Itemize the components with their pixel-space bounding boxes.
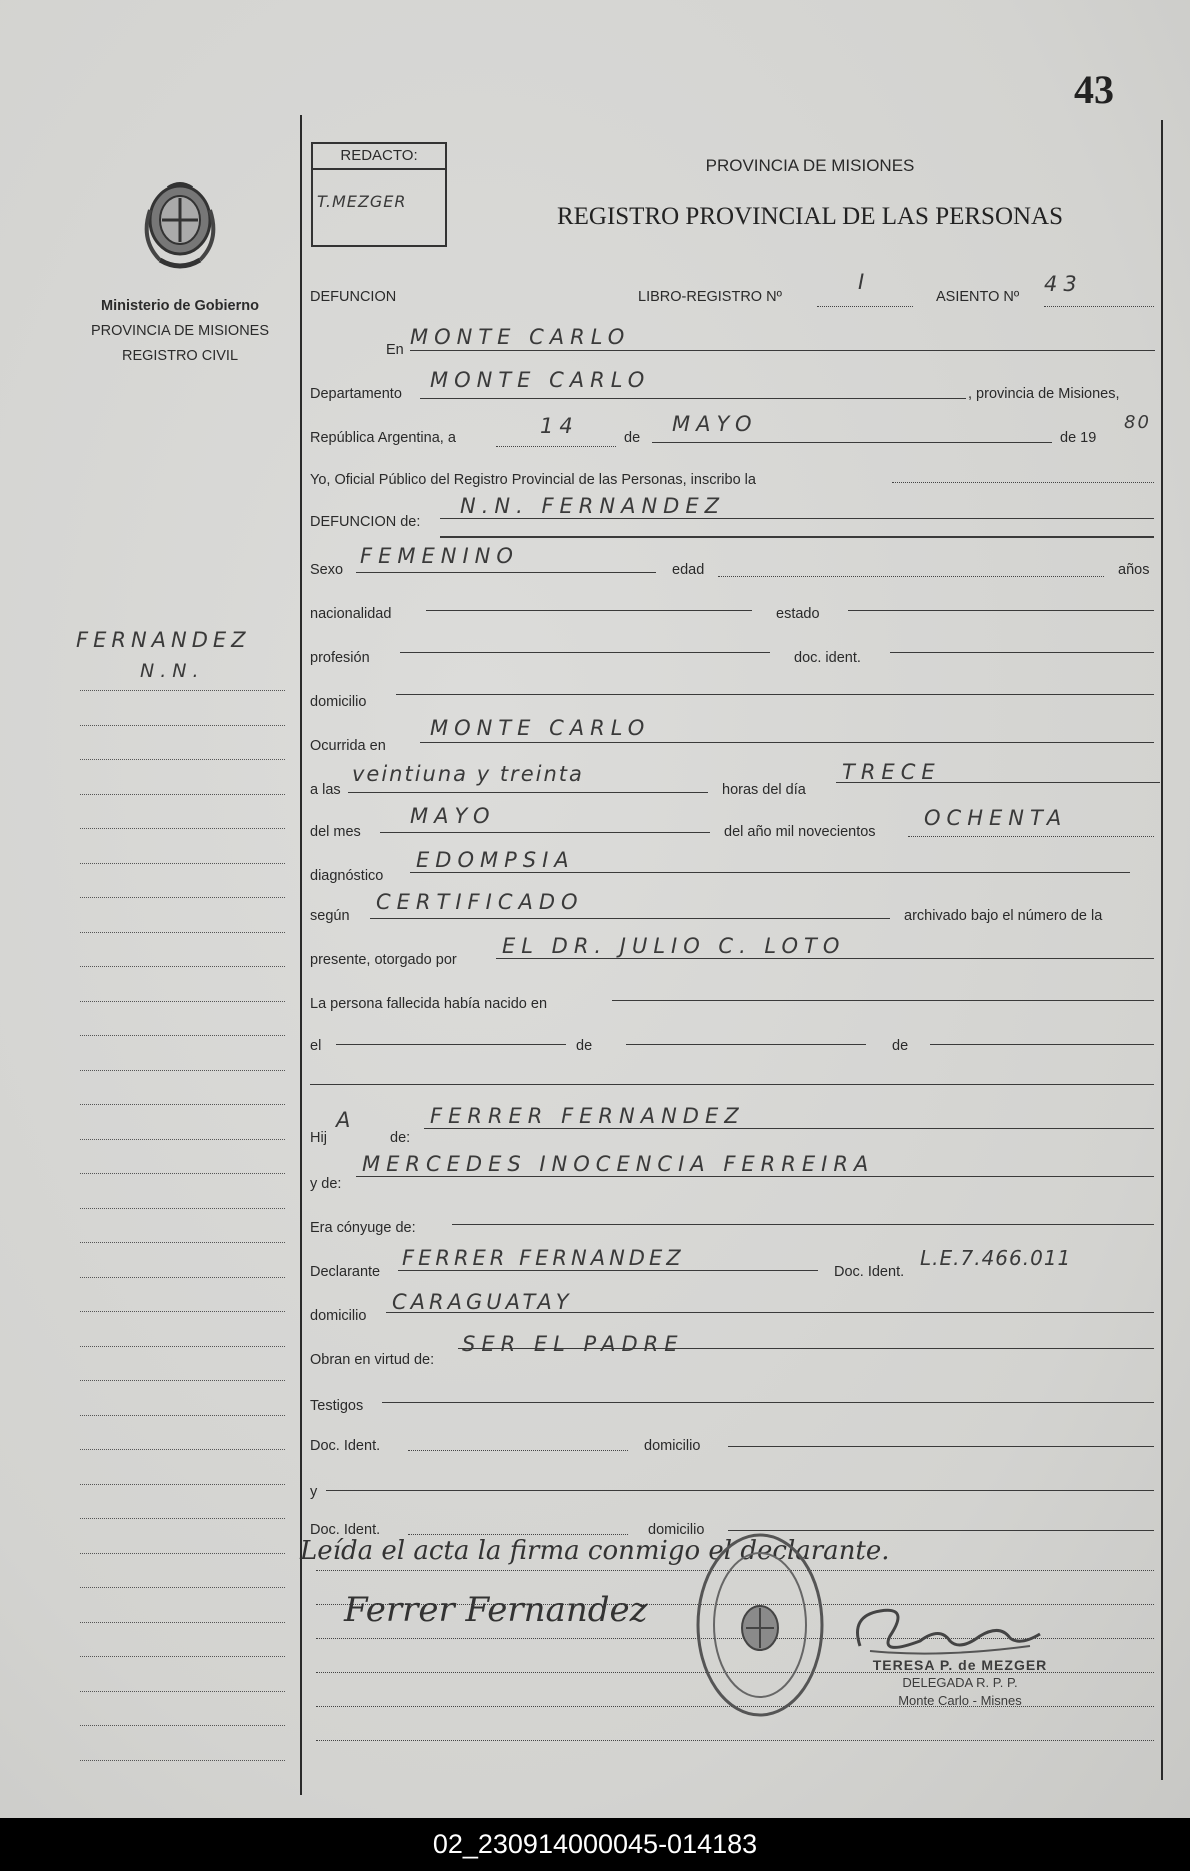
conyuge-label: Era cónyuge de:: [310, 1220, 416, 1236]
segun-value: CERTIFICADO: [376, 890, 584, 914]
margin-ruled-line: [80, 1553, 285, 1554]
diagnostico-value: EDOMPSIA: [416, 848, 575, 872]
margin-ruled-line: [80, 1760, 285, 1761]
nacido-label: La persona fallecida había nacido en: [310, 996, 548, 1012]
signatory-place: Monte Carlo - Misnes: [898, 1693, 1022, 1708]
t-doc2-label: Doc. Ident.: [310, 1522, 381, 1538]
anos-label: años: [1118, 562, 1150, 578]
mes-value: MAYO: [672, 412, 758, 436]
margin-ruled-line: [80, 1208, 285, 1209]
declarante-label: Declarante: [310, 1264, 381, 1280]
delmes-line: [380, 832, 710, 833]
closing-note: Leída el acta la firma conmigo el declarante.: [300, 1536, 890, 1566]
declarant-signature: Ferrer Fernandez: [344, 1590, 648, 1630]
defuncion-de-line: [440, 518, 1154, 519]
delanio-label: del año mil novecientos: [724, 824, 876, 840]
registry-title: REGISTRO PROVINCIAL DE LAS PERSONAS: [556, 203, 1064, 230]
margin-ruled-line: [80, 690, 285, 691]
redacto-value: T.MEZGER: [317, 192, 407, 211]
margin-ruled-line: [80, 794, 285, 795]
de-label: de: [624, 430, 641, 446]
province-title: PROVINCIA DE MISIONES: [705, 156, 915, 175]
margin-ruled-line: [80, 1035, 285, 1036]
yo-line: [892, 482, 1154, 483]
el-label: el: [310, 1038, 322, 1054]
ocurrida-line: [420, 742, 1154, 743]
margin-ruled-line: [80, 1484, 285, 1485]
libro-label: LIBRO-REGISTRO Nº: [638, 289, 782, 305]
departamento-line: [420, 398, 966, 399]
margin-ruled-line: [80, 1104, 285, 1105]
alas-line: [348, 792, 708, 793]
republica-label: República Argentina, a: [310, 430, 456, 446]
alas-label: a las: [310, 782, 341, 798]
margin-ruled-line: [80, 1587, 285, 1588]
domicilio-label: domicilio: [310, 694, 367, 710]
margin-ruled-line: [80, 1277, 285, 1278]
sexo-line: [356, 572, 656, 573]
diagnostico-line: [410, 872, 1130, 873]
dia-value: 14: [540, 414, 579, 438]
lower-ruled-line: [316, 1740, 1154, 1741]
margin-ruled-line: [80, 1449, 285, 1450]
hij-de-label: de:: [390, 1130, 411, 1146]
archivado-text: archivado bajo el número de la: [904, 908, 1103, 924]
madre-line: [356, 1176, 1154, 1177]
segun-line: [370, 918, 890, 919]
footer-id: 02_230914000045-014183: [432, 1829, 758, 1859]
margin-ruled-line: [80, 966, 285, 967]
testigos-line: [382, 1402, 1154, 1403]
defuncion-de-value: N.N. FERNANDEZ: [460, 494, 725, 518]
defuncion-de-label: DEFUNCION de:: [310, 514, 421, 530]
margin-ruled-line: [80, 1415, 285, 1416]
margin-ruled-line: [80, 1725, 285, 1726]
provincia-text: , provincia de Misiones,: [968, 386, 1120, 402]
margin-ruled-line: [80, 1001, 285, 1002]
y-label: y: [310, 1484, 318, 1500]
horas-label: horas del día: [722, 782, 806, 798]
en-label: En: [386, 342, 404, 358]
redacto-label: REDACTO:: [313, 147, 445, 170]
t-doc1-label: Doc. Ident.: [310, 1438, 381, 1454]
ministry-block: [70, 294, 290, 369]
defuncion-de-line2: [440, 536, 1154, 538]
margin-ruled-line: [80, 759, 285, 760]
edad-label: edad: [672, 562, 705, 578]
nacionalidad-label: nacionalidad: [310, 606, 392, 622]
obran-value: SER EL PADRE: [462, 1332, 684, 1356]
blank-line: [310, 1084, 1154, 1085]
el-line: [336, 1044, 566, 1045]
de2-line: [930, 1044, 1154, 1045]
delmes-value: MAYO: [410, 804, 496, 828]
en-value: MONTE CARLO: [410, 325, 631, 349]
libro-value: I: [858, 270, 871, 294]
t-doc1-line: [408, 1450, 628, 1451]
margin-ruled-line: [80, 1622, 285, 1623]
margin-note-given: N.N.: [140, 660, 205, 682]
ministry-line2: PROVINCIA DE MISIONES: [90, 323, 270, 339]
defuncion-label: DEFUNCION: [310, 289, 397, 305]
asiento-label: ASIENTO Nº: [936, 289, 1020, 305]
margin-ruled-line: [80, 1380, 285, 1381]
dia-line: [496, 446, 616, 447]
signatory-name: TERESA P. de MEZGER: [872, 1657, 1048, 1673]
y-line: [326, 1490, 1154, 1491]
margin-ruled-line: [80, 1518, 285, 1519]
delanio-value: OCHENTA: [924, 806, 1068, 830]
doc-ident-line: [890, 652, 1154, 653]
hij-suffix: A: [336, 1108, 357, 1132]
delanio-line: [908, 836, 1154, 837]
de19-label: de 19: [1060, 430, 1097, 446]
decl-doc-value: L.E.7.466.011: [920, 1246, 1072, 1270]
sexo-label: Sexo: [310, 562, 344, 578]
libro-line: [817, 306, 913, 307]
de1-label: de: [576, 1038, 593, 1054]
de1-line: [626, 1044, 866, 1045]
margin-ruled-line: [80, 863, 285, 864]
sexo-value: FEMENINO: [360, 544, 519, 568]
official-stamp-icon: [690, 1528, 830, 1723]
obran-label: Obran en virtud de:: [310, 1352, 435, 1368]
ocurrida-value: MONTE CARLO: [430, 716, 651, 740]
ministry-line1: Ministerio de Gobierno: [101, 298, 259, 314]
margin-ruled-line: [80, 1656, 285, 1657]
asiento-value: 43: [1044, 272, 1083, 296]
departamento-label: Departamento: [310, 386, 402, 402]
margin-ruled-line: [80, 1139, 285, 1140]
ministry-line3: REGISTRO CIVIL: [121, 348, 239, 364]
hij-label: Hij: [310, 1130, 327, 1146]
en-line: [410, 350, 1155, 351]
profesion-label: profesión: [310, 650, 370, 666]
edad-line: [718, 576, 1104, 577]
horas-value: TRECE: [842, 760, 941, 784]
t-doc2-line: [408, 1534, 628, 1535]
yo-text: Yo, Oficial Público del Registro Provincial de las Personas, inscribo la: [310, 472, 756, 488]
redacto-box: [311, 142, 447, 247]
declarante-value: FERRER FERNANDEZ: [402, 1246, 685, 1270]
right-edge-rule: [1161, 120, 1163, 1780]
page-number: 43: [1074, 67, 1114, 112]
margin-ruled-line: [80, 828, 285, 829]
declarante-line: [398, 1270, 818, 1271]
padre-value: FERRER FERNANDEZ: [430, 1104, 745, 1128]
coat-of-arms-icon: [140, 180, 220, 275]
alas-value: veintiuna y treinta: [352, 762, 584, 786]
presente-label: presente, otorgado por: [310, 952, 457, 968]
estado-label: estado: [776, 606, 820, 622]
profesion-line: [400, 652, 770, 653]
margin-ruled-line: [80, 1242, 285, 1243]
margin-ruled-line: [80, 725, 285, 726]
conyuge-line: [452, 1224, 1154, 1225]
signatory-block: [850, 1656, 1070, 1710]
doc-ident-label: doc. ident.: [794, 650, 861, 666]
domicilio-line: [396, 694, 1154, 695]
t-dom2-label: domicilio: [648, 1522, 705, 1538]
decl-domicilio-label: domicilio: [310, 1308, 367, 1324]
margin-ruled-line: [80, 1311, 285, 1312]
estado-line: [848, 610, 1154, 611]
yde-label: y de:: [310, 1176, 342, 1192]
presente-value: EL DR. JULIO C. LOTO: [502, 934, 846, 958]
anio-value: 80: [1124, 412, 1151, 433]
testigos-label: Testigos: [310, 1398, 364, 1414]
ocurrida-label: Ocurrida en: [310, 738, 386, 754]
madre-value: MERCEDES INOCENCIA FERREIRA: [362, 1152, 875, 1176]
delmes-label: del mes: [310, 824, 361, 840]
margin-ruled-line: [80, 1691, 285, 1692]
t-dom1-label: domicilio: [644, 1438, 701, 1454]
asiento-line: [1044, 306, 1154, 307]
departamento-value: MONTE CARLO: [430, 368, 651, 392]
nacido-line: [612, 1000, 1154, 1001]
margin-note-surname: FERNANDEZ: [76, 628, 251, 652]
diagnostico-label: diagnóstico: [310, 868, 384, 884]
signatory-role: DELEGADA R. P. P.: [902, 1675, 1018, 1690]
mes-line: [652, 442, 1052, 443]
presente-line: [496, 958, 1154, 959]
margin-ruled-line: [80, 1346, 285, 1347]
padre-line: [424, 1128, 1154, 1129]
margin-ruled-line: [80, 1173, 285, 1174]
decl-domicilio-value: CARAGUATAY: [392, 1290, 573, 1314]
segun-label: según: [310, 908, 350, 924]
margin-ruled-line: [80, 897, 285, 898]
margin-ruled-line: [80, 1070, 285, 1071]
margin-ruled-line: [80, 932, 285, 933]
de2-label: de: [892, 1038, 909, 1054]
t-dom1-line: [728, 1446, 1154, 1447]
nacionalidad-line: [426, 610, 752, 611]
decl-doc-label: Doc. Ident.: [834, 1264, 905, 1280]
